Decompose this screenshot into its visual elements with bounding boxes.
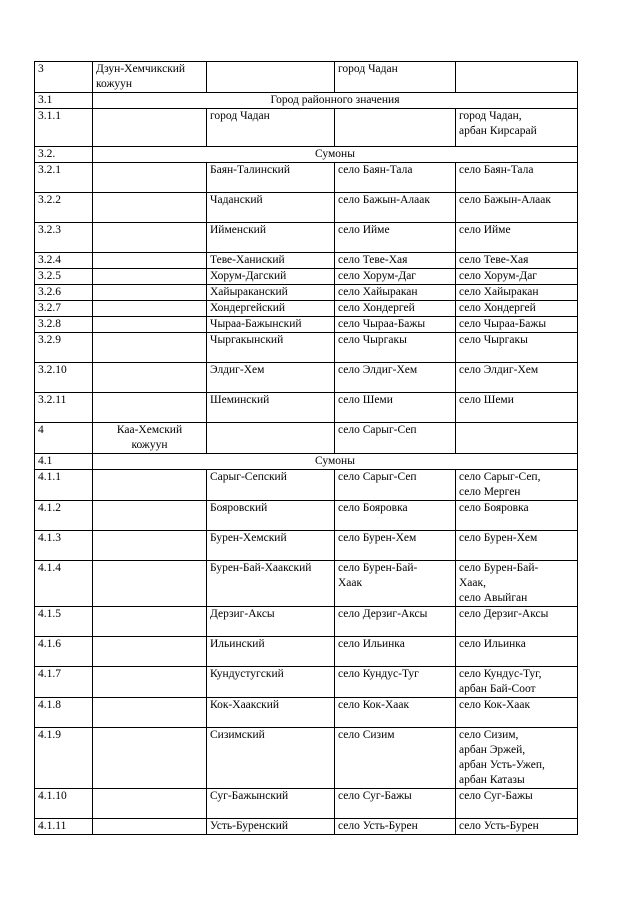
table-row bbox=[35, 269, 578, 285]
settlements-cell: село Усть-Бурен bbox=[456, 819, 578, 835]
center-settlement-cell: село Кок-Хаак bbox=[335, 698, 456, 728]
center-settlement-cell: село Шеми bbox=[335, 393, 456, 423]
table-row bbox=[35, 223, 578, 253]
municipality-cell: Кок-Хаакский bbox=[207, 698, 335, 728]
table-row bbox=[35, 561, 578, 607]
row-number-cell: 4.1.1 bbox=[35, 470, 93, 501]
municipality-cell: Дерзиг-Аксы bbox=[207, 607, 335, 637]
center-settlement-cell: село Бояровка bbox=[335, 501, 456, 531]
settlements-cell: город Чадан, арбан Кирсарай bbox=[456, 109, 578, 147]
table-row bbox=[35, 667, 578, 698]
row-number-cell: 3.2. bbox=[35, 147, 93, 163]
row-number-cell: 3 bbox=[35, 62, 93, 93]
district-cell bbox=[93, 163, 207, 193]
row-number-cell: 3.1.1 bbox=[35, 109, 93, 147]
settlements-cell: село Сарыг-Сеп, село Мерген bbox=[456, 470, 578, 501]
center-settlement-cell: село Суг-Бажы bbox=[335, 789, 456, 819]
municipality-cell: Бояровский bbox=[207, 501, 335, 531]
center-settlement-cell: город Чадан bbox=[335, 62, 456, 93]
municipality-cell: Кундустугский bbox=[207, 667, 335, 698]
settlements-cell: село Бояровка bbox=[456, 501, 578, 531]
row-number-cell: 3.2.4 bbox=[35, 253, 93, 269]
district-cell bbox=[93, 301, 207, 317]
row-number-cell: 3.2.7 bbox=[35, 301, 93, 317]
municipality-cell: Усть-Буренский bbox=[207, 819, 335, 835]
municipality-cell: Элдиг-Хем bbox=[207, 363, 335, 393]
row-number-cell: 4.1.7 bbox=[35, 667, 93, 698]
row-number-cell: 3.2.6 bbox=[35, 285, 93, 301]
municipality-cell: Чыраа-Бажынский bbox=[207, 317, 335, 333]
municipality-cell: Хондергейский bbox=[207, 301, 335, 317]
section-header-row bbox=[35, 147, 578, 163]
settlements-cell: село Кок-Хаак bbox=[456, 698, 578, 728]
settlements-cell: село Ийме bbox=[456, 223, 578, 253]
table-row bbox=[35, 728, 578, 789]
table-row bbox=[35, 301, 578, 317]
row-number-cell: 3.2.9 bbox=[35, 333, 93, 363]
center-settlement-cell: село Ийме bbox=[335, 223, 456, 253]
district-cell bbox=[93, 109, 207, 147]
settlements-cell: село Бурен-Хем bbox=[456, 531, 578, 561]
municipality-cell: Ильинский bbox=[207, 637, 335, 667]
table-row bbox=[35, 531, 578, 561]
table-row bbox=[35, 333, 578, 363]
settlements-cell: село Шеми bbox=[456, 393, 578, 423]
district-cell bbox=[93, 363, 207, 393]
table-row bbox=[35, 789, 578, 819]
district-cell bbox=[93, 223, 207, 253]
district-cell: Дзун-Хемчикский кожуун bbox=[93, 62, 207, 93]
district-cell: Каа-Хемский кожуун bbox=[93, 423, 207, 454]
center-settlement-cell: село Хондергей bbox=[335, 301, 456, 317]
municipality-cell: Ийменский bbox=[207, 223, 335, 253]
municipality-cell: Бурен-Бай-Хаакский bbox=[207, 561, 335, 607]
municipality-cell bbox=[207, 423, 335, 454]
settlements-cell: село Теве-Хая bbox=[456, 253, 578, 269]
center-settlement-cell: село Бурен-Хем bbox=[335, 531, 456, 561]
table-row bbox=[35, 62, 578, 93]
center-settlement-cell: село Сизим bbox=[335, 728, 456, 789]
district-cell bbox=[93, 698, 207, 728]
settlements-table bbox=[34, 61, 578, 835]
municipality-cell: Теве-Ханиский bbox=[207, 253, 335, 269]
settlements-cell bbox=[456, 423, 578, 454]
district-cell bbox=[93, 501, 207, 531]
district-cell bbox=[93, 531, 207, 561]
settlements-cell: село Элдиг-Хем bbox=[456, 363, 578, 393]
district-cell bbox=[93, 253, 207, 269]
district-cell bbox=[93, 317, 207, 333]
district-cell bbox=[93, 607, 207, 637]
center-settlement-cell: село Сарыг-Сеп bbox=[335, 470, 456, 501]
row-number-cell: 3.2.1 bbox=[35, 163, 93, 193]
row-number-cell: 4.1.9 bbox=[35, 728, 93, 789]
row-number-cell: 3.1 bbox=[35, 93, 93, 109]
center-settlement-cell: село Хорум-Даг bbox=[335, 269, 456, 285]
center-settlement-cell: село Дерзиг-Аксы bbox=[335, 607, 456, 637]
table-row bbox=[35, 363, 578, 393]
settlements-cell: село Чыргакы bbox=[456, 333, 578, 363]
municipality-cell bbox=[207, 62, 335, 93]
table-row bbox=[35, 253, 578, 269]
municipality-cell: Баян-Талинский bbox=[207, 163, 335, 193]
table-row bbox=[35, 698, 578, 728]
settlements-cell bbox=[456, 62, 578, 93]
settlements-cell: село Баян-Тала bbox=[456, 163, 578, 193]
district-cell bbox=[93, 819, 207, 835]
center-settlement-cell: село Сарыг-Сеп bbox=[335, 423, 456, 454]
row-number-cell: 4.1.11 bbox=[35, 819, 93, 835]
section-header-row bbox=[35, 454, 578, 470]
table-body bbox=[35, 62, 578, 835]
table-row bbox=[35, 317, 578, 333]
district-cell bbox=[93, 269, 207, 285]
district-cell bbox=[93, 789, 207, 819]
municipality-cell: Сизимский bbox=[207, 728, 335, 789]
settlements-cell: село Бурен-Бай- Хаак, село Авыйган bbox=[456, 561, 578, 607]
center-settlement-cell: село Усть-Бурен bbox=[335, 819, 456, 835]
row-number-cell: 3.2.3 bbox=[35, 223, 93, 253]
municipality-cell: Хайыраканский bbox=[207, 285, 335, 301]
district-cell bbox=[93, 285, 207, 301]
district-cell bbox=[93, 667, 207, 698]
municipality-cell: Суг-Бажынский bbox=[207, 789, 335, 819]
center-settlement-cell: село Ильинка bbox=[335, 637, 456, 667]
municipality-cell: Чаданский bbox=[207, 193, 335, 223]
table-row bbox=[35, 819, 578, 835]
table-row bbox=[35, 607, 578, 637]
row-number-cell: 4.1.2 bbox=[35, 501, 93, 531]
settlements-cell: село Хондергей bbox=[456, 301, 578, 317]
district-cell bbox=[93, 193, 207, 223]
district-cell bbox=[93, 728, 207, 789]
settlements-cell: село Ильинка bbox=[456, 637, 578, 667]
row-number-cell: 3.2.11 bbox=[35, 393, 93, 423]
municipality-cell: Шеминский bbox=[207, 393, 335, 423]
section-title-cell: Сумоны bbox=[93, 147, 578, 163]
municipality-cell: Сарыг-Сепский bbox=[207, 470, 335, 501]
settlements-cell: село Дерзиг-Аксы bbox=[456, 607, 578, 637]
row-number-cell: 4.1.8 bbox=[35, 698, 93, 728]
table-row bbox=[35, 193, 578, 223]
settlements-cell: село Хайыракан bbox=[456, 285, 578, 301]
row-number-cell: 3.2.2 bbox=[35, 193, 93, 223]
section-title-cell: Сумоны bbox=[93, 454, 578, 470]
center-settlement-cell: село Чыраа-Бажы bbox=[335, 317, 456, 333]
municipality-cell: город Чадан bbox=[207, 109, 335, 147]
settlements-cell: село Чыраа-Бажы bbox=[456, 317, 578, 333]
municipality-cell: Чыргакынский bbox=[207, 333, 335, 363]
row-number-cell: 4.1.6 bbox=[35, 637, 93, 667]
district-cell bbox=[93, 637, 207, 667]
row-number-cell: 4.1.5 bbox=[35, 607, 93, 637]
table-row bbox=[35, 109, 578, 147]
settlements-cell: село Суг-Бажы bbox=[456, 789, 578, 819]
table-row bbox=[35, 285, 578, 301]
center-settlement-cell: село Чыргакы bbox=[335, 333, 456, 363]
table-row bbox=[35, 637, 578, 667]
center-settlement-cell: село Теве-Хая bbox=[335, 253, 456, 269]
settlements-cell: село Хорум-Даг bbox=[456, 269, 578, 285]
row-number-cell: 4.1.4 bbox=[35, 561, 93, 607]
settlements-cell: село Бажын-Алаак bbox=[456, 193, 578, 223]
row-number-cell: 4.1 bbox=[35, 454, 93, 470]
center-settlement-cell: село Хайыракан bbox=[335, 285, 456, 301]
district-cell bbox=[93, 333, 207, 363]
center-settlement-cell bbox=[335, 109, 456, 147]
row-number-cell: 3.2.10 bbox=[35, 363, 93, 393]
row-number-cell: 4.1.10 bbox=[35, 789, 93, 819]
row-number-cell: 3.2.8 bbox=[35, 317, 93, 333]
center-settlement-cell: село Бурен-Бай- Хаак bbox=[335, 561, 456, 607]
section-header-row bbox=[35, 93, 578, 109]
district-cell bbox=[93, 393, 207, 423]
row-number-cell: 4 bbox=[35, 423, 93, 454]
row-number-cell: 3.2.5 bbox=[35, 269, 93, 285]
section-title-cell: Город районного значения bbox=[93, 93, 578, 109]
center-settlement-cell: село Элдиг-Хем bbox=[335, 363, 456, 393]
center-settlement-cell: село Бажын-Алаак bbox=[335, 193, 456, 223]
municipality-cell: Хорум-Дагский bbox=[207, 269, 335, 285]
table-row bbox=[35, 501, 578, 531]
row-number-cell: 4.1.3 bbox=[35, 531, 93, 561]
table-row bbox=[35, 423, 578, 454]
settlements-cell: село Кундус-Туг, арбан Бай-Соот bbox=[456, 667, 578, 698]
table-row bbox=[35, 470, 578, 501]
table-row bbox=[35, 393, 578, 423]
center-settlement-cell: село Кундус-Туг bbox=[335, 667, 456, 698]
table-row bbox=[35, 163, 578, 193]
settlements-cell: село Сизим, арбан Эржей, арбан Усть-Ужеп, арбан Катазы bbox=[456, 728, 578, 789]
district-cell bbox=[93, 470, 207, 501]
municipality-cell: Бурен-Хемский bbox=[207, 531, 335, 561]
district-cell bbox=[93, 561, 207, 607]
center-settlement-cell: село Баян-Тала bbox=[335, 163, 456, 193]
